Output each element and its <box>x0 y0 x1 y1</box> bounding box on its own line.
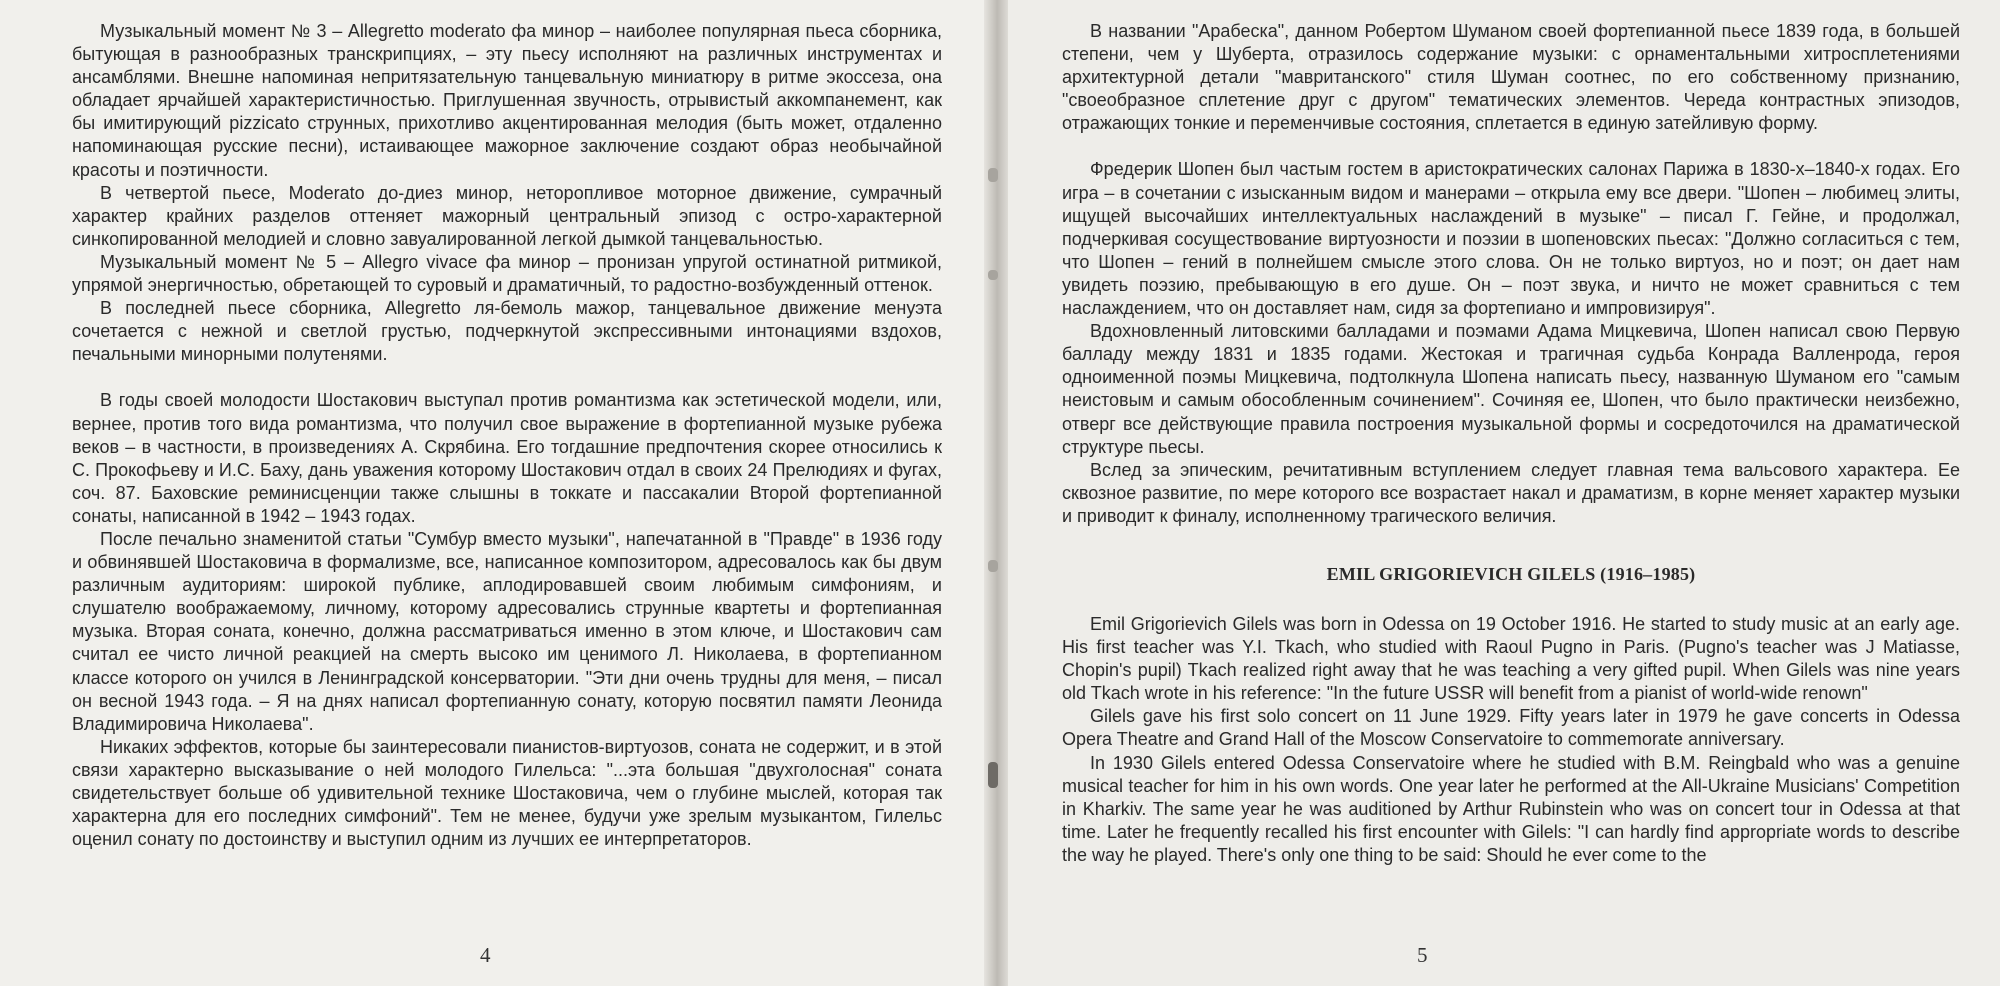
paragraph-chopin-salons: Фредерик Шопен был частым гостем в аристократических салонах Парижа в 1830-х–1840-х годах. Его игра – в сочетании с изысканным видом и манерами – открыла ему все двери. "Шопен – любимец элиты, ищущей высочайших интеллектуальных наслаждений в музыке" – писал Г. Гейне, и продолжал, подчеркивая сосуществование виртуозности и поэзии в шопеновских пьесах: "Должно согласиться с тем, что Шопен – гений в полнейшем смысле этого слова. Он не только виртуоз, но и поэт; он дает нам увидеть поэзию, пребывающую в его душе. Он – поэт звука, и ничто не может сравниться с тем наслаждением, что он доставляет нам, сидя за фортепиано и импровизируя". <box>1062 159 1960 319</box>
binding-mark <box>988 168 998 182</box>
paragraph-sonata-effects: Никаких эффектов, которые бы заинтересовали пианистов-виртуозов, соната не содержит, и в этой связи характерно высказывание о ней молодого Гилельса: "...эта большая "двухголосная" соната свидетельствует больше об удивительной технике Шостаковича, чем о глубине мыслей, которая так характерна для его последних симфоний". Тем не менее, будучи уже зрелым музыкантом, Гилельс оценил сонату по достоинству и выступил одним из лучших ее интерпретаторов. <box>72 736 942 850</box>
page-number-left: 4 <box>480 943 491 967</box>
paragraph-pravda-article: После печально знаменитой статьи "Сумбур вместо музыки", напечатанной в "Правде" в 1936 году и обвинявшей Шостаковича в формализме, все, написанное композитором, адресовалось как бы двум различным аудиториям: широкой публике, аплодировавшей своим любимым симфониям, и слушателю воображаемому, личному, которому адресовались струнные квартеты и фортепианная музыка. Вторая соната, конечно, должна рассматриваться именно в этом ключе, и Шостакович сам считал ее чисто личной реакцией на смерть высоко им ценимого Л. Николаева, в фортепианном классе которого он учился в Ленинградской консерватории. "Эти дни очень трудны для меня, – писал он весной 1943 года. – Я на днях написал фортепианную сонату, которую посвятил памяти Леонида Владимировича Николаева". <box>72 528 942 734</box>
paragraph-musical-moment-5: Музыкальный момент № 5 – Allegro vivace фа минор – пронизан упругой остинатной ритмикой, упрямой энергичностью, обретающей то суровый и драматичный, то радостно-возбужденный оттенок. <box>72 251 942 296</box>
page-number-right: 5 <box>1417 943 1428 967</box>
paragraph-musical-moment-3: Музыкальный момент № 3 – Allegretto moderato фа минор – наиболее популярная пьеса сборника, бытующая в разнообразных транскрипциях, – эту пьесу исполняют на различных инструментах и ансамблями. Внешне напоминая непритязательную танцевальную миниатюру в ритме экоссеза, она обладает ярчайшей характеристичностью. Приглушенная звучность, отрывистый аккомпанемент, как бы имитирующий pizzicato струнных, прихотливо акцентированная мелодия (быть может, отдаленно напоминающая русские песни), истаивающее мажорное заключение создают образ необычайной красоты и поэтичности. <box>72 21 942 180</box>
paragraph-waltz-theme: Вслед за эпическим, речитативным вступлением следует главная тема вальсового характера. Ее сквозное развитие, по мере которого все возрастает накал и драматизм, в корне меняет характер музыки и приводит к финалу, исполненному трагического величия. <box>1062 459 1960 526</box>
paragraph-first-ballade: Вдохновленный литовскими балладами и поэмами Адама Мицкевича, Шопен написал свою Первую балладу между 1831 и 1835 годами. Жестокая и трагичная судьба Конрада Валленрода, героя одноименной поэмы Мицкевича, подтолкнула Шопена написать пьесу, названную Шуманом его "самым неистовым и самым обособленным сочинением". Сочиняя ее, Шопен, что было практически неизбежно, отверг все действующие правила построения музыкальной формы и сосредоточился на драматической структуре пьесы. <box>1062 321 1960 457</box>
left-page <box>0 0 992 986</box>
paragraph-gilels-first-concert: Gilels gave his first solo concert on 11 June 1929. Fifty years later in 1979 he gave concerts in Odessa Opera Theatre and Grand Hall of the Moscow Conservatoire to commemorate anniversary. <box>1062 706 1960 750</box>
staple <box>988 762 998 788</box>
paragraph-fourth-piece: В четвертой пьесе, Moderato до-диез минор, неторопливое моторное движение, сумрачный характер крайних разделов оттеняет мажорный центральный эпизод с остро-характерной синкопированной мелодией и словно завуалированной легкой дымкой танцевальностью. <box>72 182 942 249</box>
paragraph-shostakovich-youth: В годы своей молодости Шостакович выступал против романтизма как эстетической модели, или, вернее, против того вида романтизма, что получил свое выражение в фортепианной музыке рубежа веков – в частности, в произведениях А. Скрябина. Его тогдашние предпочтения скорее относились к С. Прокофьеву и И.С. Баху, дань уважения которому Шостакович отдал в своих 24 Прелюдиях и фугах, соч. 87. Баховские реминисценции также слышны в токкате и пассакалии Второй фортепианной сонаты, написанной в 1942 – 1943 годах. <box>72 390 942 526</box>
paragraph-gilels-conservatoire: In 1930 Gilels entered Odessa Conservatoire where he studied with B.M. Reingbald who was a genuine musical teacher for him in his own words. One year later he performed at the All-Ukraine Musicians' Competition in Kharkiv. The same year he was auditioned by Arthur Rubinstein who was on concert tour in Odessa at that time. Later he frequently recalled his first encounter with Gilels: "I can hardly find appropriate words to describe the way he played. There's only one thing to be said: Should he ever come to the <box>1062 752 1960 865</box>
booklet-gutter <box>984 0 1008 986</box>
right-page <box>992 0 2000 986</box>
binding-mark <box>988 560 998 572</box>
paragraph-arabeske: В названии "Арабеска", данном Робертом Шуманом своей фортепианной пьесе 1839 года, в большей степени, чем у Шуберта, отразилось содержание музыки: с орнаментальными хитросплетениями архитектурной детали "мавританского" стиля Шуман соотнес, по его собственному признанию, "своеобразное сплетение друг с другом" тематических элементов. Череда контрастных эпизодов, отражающих тонкие и переменчивые состояния, сплетается в единую затейливую форму. <box>1062 21 1960 134</box>
paragraph-last-piece: В последней пьесе сборника, Allegretto ля-бемоль мажор, танцевальное движение менуэта сочетается с нежной и светлой грустью, подчеркнутой экспрессивными интонациями вздохов, печальными минорными полутенями. <box>72 298 942 365</box>
section-heading-gilels: EMIL GRIGORIEVICH GILELS (1916–1985) <box>1326 563 1696 584</box>
paragraph-gilels-birth: Emil Grigorievich Gilels was born in Odessa on 19 October 1916. He started to study music at an early age. His first teacher was Y.I. Tkach, who studied with Raoul Pugno in Paris. (Pugno's teacher was J Matiasse, Chopin's pupil) Tkach realized right away that he was teaching a very gifted pupil. When Gilels was nine years old Tkach wrote in his reference: "In the future USSR will benefit from a pianist of world-wide renown" <box>1062 613 1960 704</box>
binding-mark <box>988 270 998 280</box>
